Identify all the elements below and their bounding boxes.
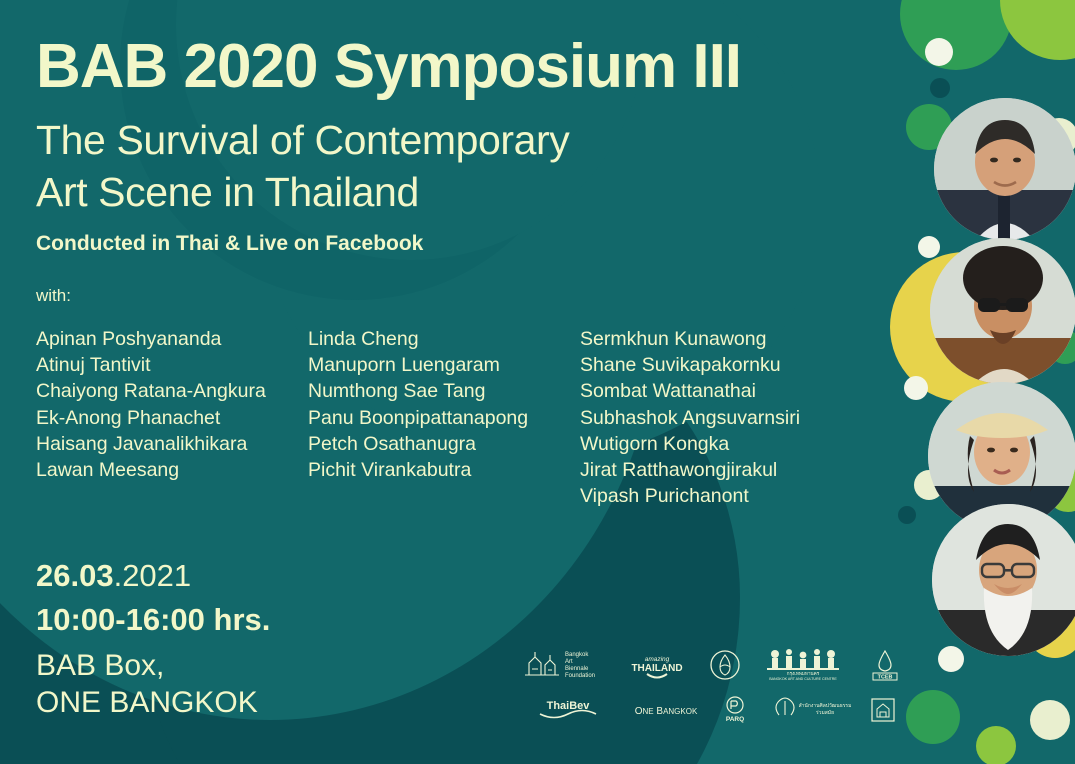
logo-tceb <box>862 649 908 681</box>
speaker-name: Petch Osathanugra <box>308 432 477 455</box>
speaker-column-1 <box>36 326 308 510</box>
svg-text:BANGKOK ART AND CULTURE CENTRE: BANGKOK ART AND CULTURE CENTRE <box>769 677 837 681</box>
speaker-name: Vipash Purichanont <box>580 485 749 508</box>
speaker-name: Ek-Anong Phanachet <box>36 406 221 429</box>
svg-text:ร่วมสมัย: ร่วมสมัย <box>815 710 835 716</box>
svg-text:Bangkok: Bangkok <box>565 652 589 658</box>
svg-text:Foundation: Foundation <box>565 673 596 677</box>
speaker-name: Haisang Javanalikhikara <box>36 432 248 455</box>
logo-thai-seal-logo <box>866 697 900 723</box>
svg-text:Art: Art <box>565 659 573 665</box>
venue-line-1: BAB Box, <box>36 649 165 682</box>
logo-bangkok-metropolitan-administration <box>708 649 742 681</box>
logo-ministry-of-culture-bangkok-art-and-culture-centre <box>758 647 854 681</box>
svg-text:amazing: amazing <box>644 656 670 663</box>
logo-thai-cultural-organization <box>766 697 858 721</box>
svg-text:TCEB: TCEB <box>877 674 893 681</box>
svg-text:Biennale: Biennale <box>565 666 589 672</box>
speaker-name: Subhashok Angsuvarnsiri <box>580 406 801 429</box>
speaker-name: Sombat Wattanathai <box>580 380 756 403</box>
speaker-list <box>36 326 880 510</box>
event-venue <box>36 648 258 722</box>
event-date-day-month: 26.03 <box>36 558 114 593</box>
svg-text:กรุงเทพมหานคร: กรุงเทพมหานคร <box>786 671 820 676</box>
speaker-name: Atinuj Tantivit <box>36 354 151 377</box>
page-title: BAB 2020 Symposium III <box>36 32 742 101</box>
speaker-name: Pichit Virankabutra <box>308 459 472 482</box>
svg-text:สำนักงานศิลปวัฒนธรรม: สำนักงานศิลปวัฒนธรรม <box>798 703 852 709</box>
logo-bangkok-art-biennale-foundation <box>520 649 618 677</box>
svg-text:PARQ: PARQ <box>725 716 745 723</box>
page-subtitle <box>36 114 569 219</box>
speaker-name: Linda Cheng <box>308 328 419 350</box>
logo-thaibev <box>528 697 608 721</box>
subtitle-line-2: Art Scene in Thailand <box>36 169 419 216</box>
speaker-name: Jirat Ratthawongjirakul <box>580 459 778 482</box>
subtitle-line-1: The Survival of Contemporary <box>36 117 570 163</box>
speaker-name: Apinan Poshyananda <box>36 328 222 350</box>
conducted-note: Conducted in Thai & Live on Facebook <box>36 232 424 255</box>
event-date-year: .2021 <box>113 558 192 593</box>
svg-text:ThaiBev: ThaiBev <box>546 700 590 712</box>
event-date <box>36 558 191 594</box>
speaker-name: Numthong Sae Tang <box>308 380 486 403</box>
logo-one-bangkok <box>618 703 714 719</box>
speaker-name: Chaiyong Ratana-Angkura <box>36 380 266 403</box>
svg-text:ONE BANGKOK: ONE BANGKOK <box>634 706 698 717</box>
with-label: with: <box>36 286 71 305</box>
speaker-name: Shane Suvikapakornku <box>580 354 781 377</box>
speaker-name: Lawan Meesang <box>36 459 180 482</box>
sponsor-logos <box>510 645 930 745</box>
speaker-column-3 <box>580 326 880 510</box>
svg-text:THAILAND: THAILAND <box>631 663 683 674</box>
speaker-name: Sermkhun Kunawong <box>580 328 767 350</box>
event-time: 10:00-16:00 hrs. <box>36 602 271 637</box>
venue-line-2: ONE BANGKOK <box>36 685 258 719</box>
logo-parq <box>714 695 756 723</box>
speaker-name: Panu Boonpipattanapong <box>308 406 529 429</box>
speaker-name: Manuporn Luengaram <box>308 354 500 377</box>
speaker-name: Wutigorn Kongka <box>580 432 730 455</box>
logo-amazing-thailand <box>622 653 692 679</box>
speaker-column-2 <box>308 326 580 510</box>
